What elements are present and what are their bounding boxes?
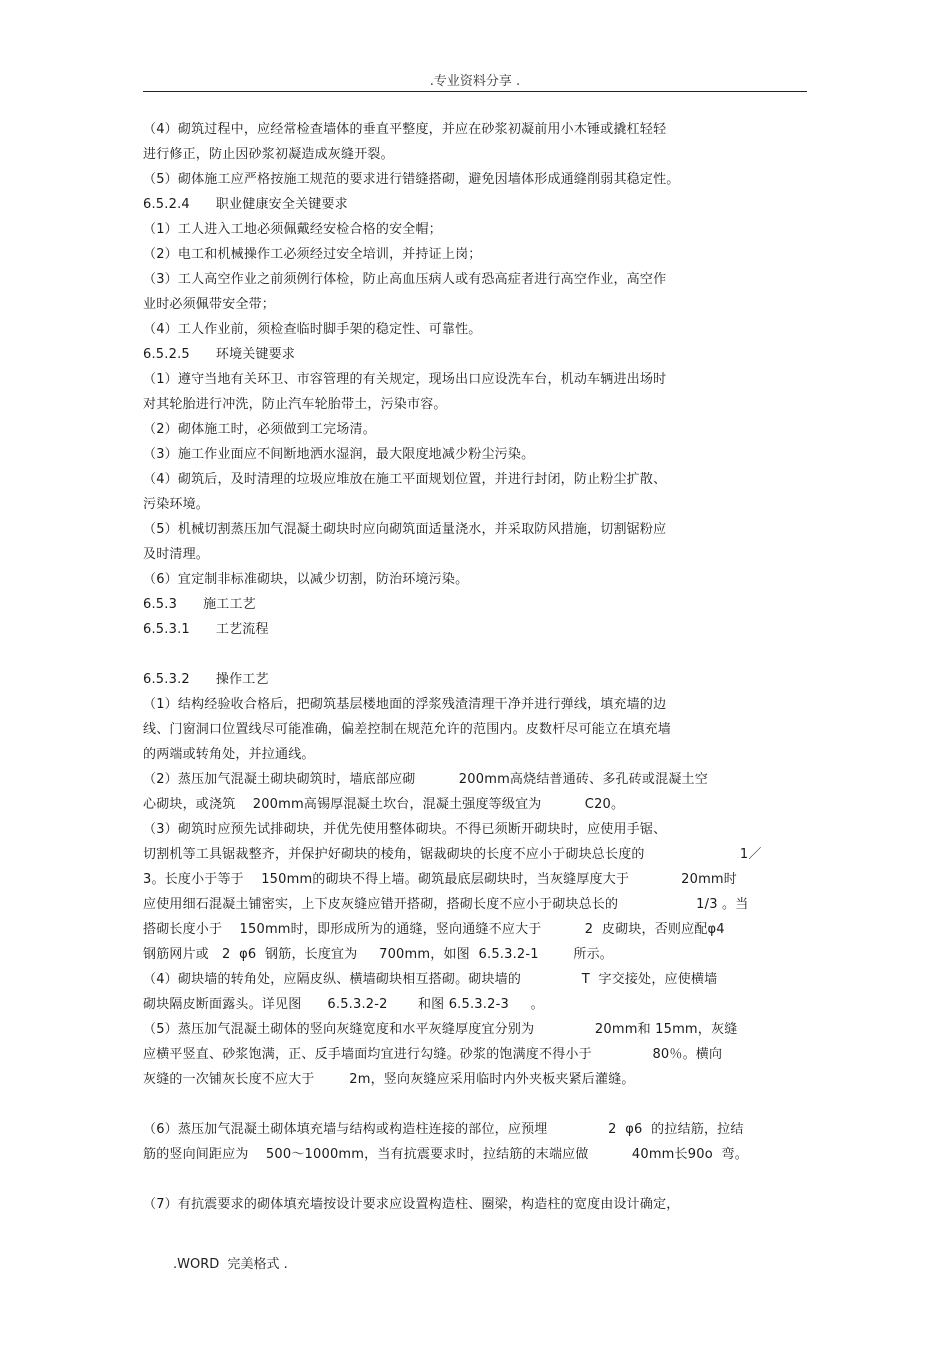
text-line: 切割机等工具锯裁整齐，并保护好砌块的棱角，锯裁砌块的长度不应小于砌块总长度的 1／ — [143, 847, 762, 862]
text-line: （1）工人进入工地必须佩戴经安检合格的安全帽； — [143, 222, 442, 237]
header-divider — [143, 91, 807, 92]
text-line: 砌块隔皮断面露头。详见图 6.5.3.2-2 和图 6.5.3.2-3 。 — [143, 997, 544, 1012]
text-line: 对其轮胎进行冲洗，防止汽车轮胎带土，污染市容。 — [143, 397, 447, 412]
text-line: 钢筋网片或 2 φ6 钢筋，长度宜为 700mm，如图 6.5.3.2-1 所示。 — [143, 947, 614, 962]
text-line: 搭砌长度小于 150mm时，即形成所为的通缝，竖向通缝不应大于 2 皮砌块，否则应配φ4 — [143, 922, 725, 937]
text-line: 6.5.3.2 操作工艺 — [143, 672, 269, 687]
text-line: （2）电工和机械操作工必须经过安全培训，并持证上岗； — [143, 247, 482, 262]
text-line: 污染环境。 — [143, 497, 210, 512]
text-line: （1）结构经验收合格后，把砌筑基层楼地面的浮浆残渣清理干净并进行弹线，填充墙的边 — [143, 697, 667, 712]
text-line: （3）砌筑时应预先试排砌块，并优先使用整体砌块。不得已须断开砌块时，应使用手锯、 — [143, 822, 667, 837]
text-line: 筋的竖向间距应为 500～1000mm，当有抗震要求时，拉结筋的末端应做 40mm长90o 弯。 — [143, 1147, 748, 1162]
text-line: 业时必须佩带安全带； — [143, 297, 276, 312]
text-line: （5）机械切割蒸压加气混凝土砌块时应向砌筑面适量浇水，并采取防风措施，切割锯粉应 — [143, 522, 667, 537]
text-line: 的两端或转角处，并拉通线。 — [143, 747, 315, 762]
text-line: 线、门窗洞口位置线尽可能准确，偏差控制在规范允许的范围内。皮数杆尽可能立在填充墙 — [143, 722, 672, 737]
page-footer: .WORD 完美格式 . — [173, 1257, 288, 1272]
text-line: （4）砌筑后，及时清理的垃圾应堆放在施工平面规划位置，并进行封闭，防止粉尘扩散、 — [143, 472, 667, 487]
text-line: 及时清理。 — [143, 547, 210, 562]
text-line: 6.5.2.5 环境关键要求 — [143, 347, 296, 362]
text-line: （4）砌筑过程中，应经常检查墙体的垂直平整度，并应在砂浆初凝前用小木锤或撬杠轻轻 — [143, 122, 667, 137]
text-line: 6.5.3 施工工艺 — [143, 597, 256, 612]
text-line: （6）蒸压加气混凝土砌体填充墙与结构或构造柱连接的部位，应预埋 2 φ6 的拉结筋，拉结 — [143, 1122, 744, 1137]
text-line: （4）工人作业前，须检查临时脚手架的稳定性、可靠性。 — [143, 322, 482, 337]
text-line: （2）砌体施工时，必须做到工完场清。 — [143, 422, 376, 437]
text-line: 灰缝的一次铺灰长度不应大于 2m，竖向灰缝应采用临时内外夹板夹紧后灌缝。 — [143, 1072, 635, 1087]
text-line: 6.5.3.1 工艺流程 — [143, 622, 269, 637]
text-line: 应横平竖直、砂浆饱满，正、反手墙面均宜进行勾缝。砂浆的饱满度不得小于 80％。横向 — [143, 1047, 723, 1062]
text-line: 进行修正，防止因砂浆初凝造成灰缝开裂。 — [143, 147, 394, 162]
text-line: （2）蒸压加气混凝土砌块砌筑时，墙底部应砌 200mm高烧结普通砖、多孔砖或混凝土空 — [143, 772, 708, 787]
text-line: （5）砌体施工应严格按施工规范的要求进行错缝搭砌，避免因墙体形成通缝削弱其稳定性。 — [143, 172, 680, 187]
text-line: （6）宜定制非标准砌块，以减少切割，防治环境污染。 — [143, 572, 469, 587]
text-line: （3）工人高空作业之前须例行体检，防止高血压病人或有恐高症者进行高空作业，高空作 — [143, 272, 667, 287]
text-line: （1）遵守当地有关环卫、市容管理的有关规定，现场出口应设洗车台，机动车辆进出场时 — [143, 372, 667, 387]
text-line: 6.5.2.4 职业健康安全关键要求 — [143, 197, 348, 212]
text-line: （3）施工作业面应不间断地洒水湿润，最大限度地减少粉尘污染。 — [143, 447, 535, 462]
text-line: （4）砌块墙的转角处，应隔皮纵、横墙砌块相互搭砌。砌块墙的 T 字交接处，应使横墙 — [143, 972, 718, 987]
text-line: 3。长度小于等于 150mm的砌块不得上墙。砌筑最底层砌块时，当灰缝厚度大于 20mm时 — [143, 872, 737, 887]
text-line: （5）蒸压加气混凝土砌体的竖向灰缝宽度和水平灰缝厚度宜分别为 20mm和 15mm，灰缝 — [143, 1022, 738, 1037]
text-line: 应使用细石混凝土铺密实，上下皮灰缝应错开搭砌，搭砌长度不应小于砌块总长的 1/3 。当 — [143, 897, 749, 912]
page-header: .专业资料分享 . — [429, 74, 521, 89]
text-line: 心砌块，或浇筑 200mm高锡厚混凝土坎台，混凝土强度等级宜为 C20。 — [143, 797, 625, 812]
text-line: （7）有抗震要求的砌体填充墙按设计要求应设置构造柱、圈梁，构造柱的宽度由设计确定， — [143, 1197, 680, 1212]
